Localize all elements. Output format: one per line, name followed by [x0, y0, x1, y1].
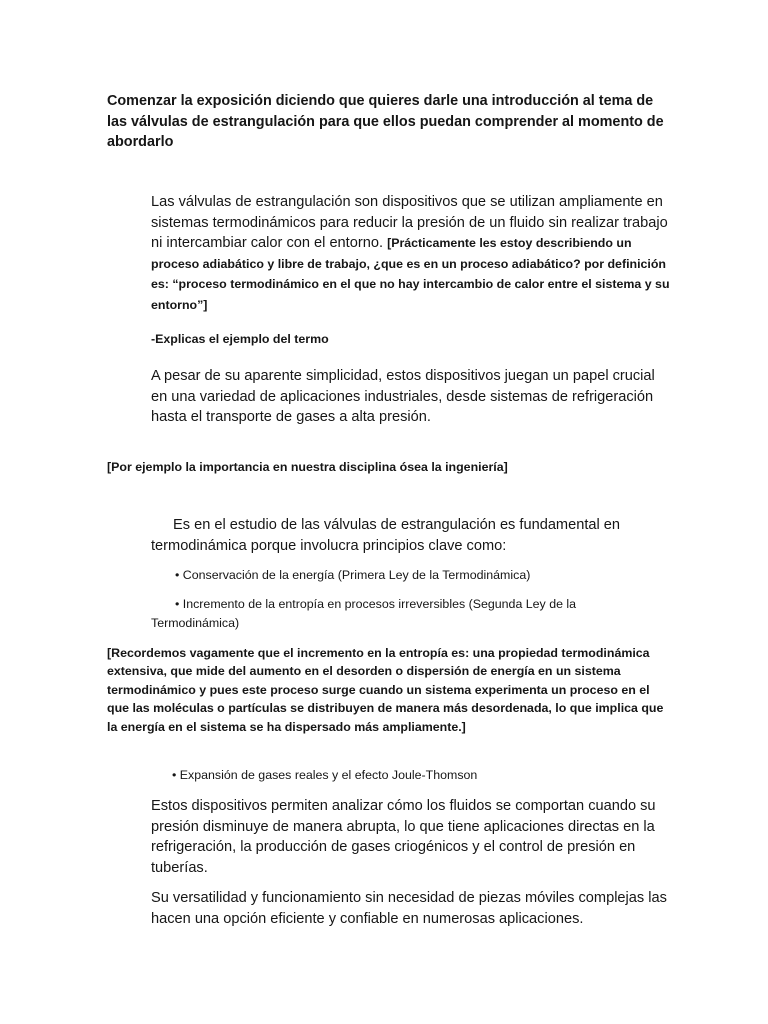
entropy-note: [Recordemos vagamente que el incremento en la entropía es: una propiedad termodinámica extensiva, que mide del aumento en el desorden o dispersión de energía en un sistema termodinámico y pues este proceso surge cuando un sistema experimenta un proceso en el que las moléculas o partículas se distribuyen de manera más desordenada, lo que implica que la energía en el sistema se ha dispersado más ampliamente.] [107, 646, 664, 734]
bullet-joule-thomson: • Expansión de gases reales y el efecto Joule-Thomson [172, 768, 478, 782]
bullet-energy-conservation: • Conservación de la energía (Primera Ley de la Termodinámica) [175, 568, 531, 582]
fluids-paragraph: Estos dispositivos permiten analizar cómo los fluidos se comportan cuando su presión disminuye de manera abrupta, lo que tiene aplicaciones directas en la refrigeración, la producción de gases criogénicos y el control de presión en tuberías. [151, 798, 656, 876]
versatility-paragraph: Su versatilidad y funcionamiento sin necesidad de piezas móviles complejas las hacen una opción eficiente y confiable en numerosas aplicaciones. [151, 890, 667, 927]
page-heading: Comenzar la exposición diciendo que quieres darle una introducción al tema de las válvulas de estrangulación para que ellos puedan comprender al momento de abordarlo [107, 93, 664, 150]
principles-paragraph: Es en el estudio de las válvulas de estrangulación es fundamental en termodinámica porque involucra principios clave como: [151, 517, 621, 554]
simplicity-paragraph: A pesar de su aparente simplicidad, estos dispositivos juegan un papel crucial en una variedad de aplicaciones industriales, desde sistemas de refrigeración hasta el transporte de gases a alta presión. [151, 368, 655, 426]
explicas-note: -Explicas el ejemplo del termo [151, 332, 329, 346]
intro-text: Las válvulas de estrangulación son dispositivos que se utilizan ampliamente en sistemas termodinámicos para reducir la presión de un fluido sin realizar trabajo ni intercambiar calor con el entorno. [151, 194, 668, 252]
bullet-entropy-increase: • Incremento de la entropía en procesos irreversibles (Segunda Ley de la Termodinámica) [151, 597, 577, 630]
adiabatic-note: [Prácticamente les estoy describiendo un proceso adiabático y libre de trabajo, ¿que es en un proceso adiabático? por definición es: “proceso termodinámico en el que no hay intercambio de calor entre el sistema y su entorno”] [151, 236, 670, 312]
engineering-note: [Por ejemplo la importancia en nuestra disciplina ósea la ingeniería] [107, 460, 508, 474]
intro-paragraph [151, 192, 671, 316]
